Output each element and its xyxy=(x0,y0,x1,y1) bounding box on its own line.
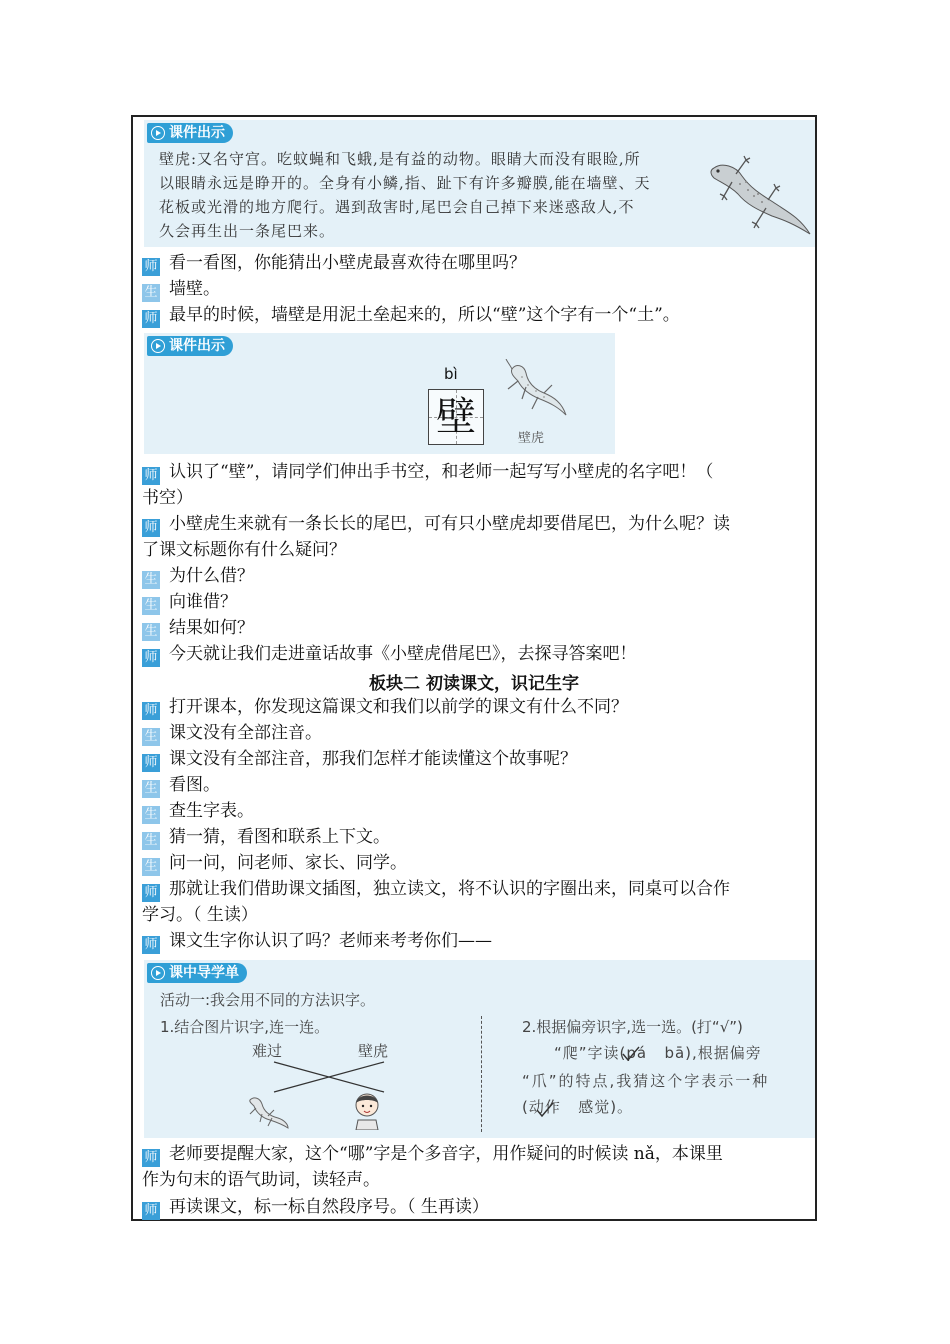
teacher-icon: 师 xyxy=(142,1149,160,1167)
courseware-tag: 课件出示 xyxy=(147,336,233,356)
student-icon: 生 xyxy=(142,780,160,798)
play-icon xyxy=(151,339,165,353)
pinyin-label: bì xyxy=(444,365,458,383)
dialogue-line: 师 今天就让我们走进童话故事《小壁虎借尾巴》，去探寻答案吧！ xyxy=(142,641,801,667)
word-nanguo: 难过 xyxy=(252,1042,283,1060)
study-guide-panel xyxy=(144,960,815,1138)
question-2-line-2: “爪”的特点,我猜这个字表示一种 xyxy=(522,1072,770,1090)
dialogue-line: 师 最早的时候，墙壁是用泥土垒起来的，所以“壁”这个字有一个“土”。 xyxy=(142,302,801,328)
question-1: 1.结合图片识字,连一连。 xyxy=(160,1018,330,1036)
dialogue-line: 师 那就让我们借助课文插图，独立读文，将不认识的字圈出来，同桌可以合作 学习。（ 生读） xyxy=(142,879,730,925)
dialogue-line: 师 小壁虎生来就有一条长长的尾巴，可有只小壁虎却要借尾巴，为什么呢？读 了课文标题你有什么疑问？ xyxy=(142,514,730,560)
play-icon xyxy=(151,126,165,140)
teacher-icon: 师 xyxy=(142,936,160,954)
question-2: 2.根据偏旁识字,选一选。(打“√”) xyxy=(522,1018,743,1036)
option-ba: bā xyxy=(664,1044,686,1062)
dialogue-line: 生 猜一猜，看图和联系上下文。 xyxy=(142,824,801,850)
teacher-icon: 师 xyxy=(142,884,160,902)
checkmark-icon xyxy=(536,1102,554,1118)
checkmark-icon xyxy=(622,1046,640,1062)
gecko-illustration xyxy=(702,148,814,238)
teacher-icon: 师 xyxy=(142,1202,160,1220)
dialogue-line: 生 为什么借？ xyxy=(142,563,801,589)
study-guide-tag: 课中导学单 xyxy=(147,963,247,983)
character-grid xyxy=(428,389,484,445)
option-feeling: 感觉 xyxy=(578,1098,611,1116)
courseware-tag: 课件出示 xyxy=(147,123,233,143)
teacher-icon: 师 xyxy=(142,310,160,328)
section-heading: 板块二 初读课文，识记生字 xyxy=(369,674,579,694)
student-icon: 生 xyxy=(142,623,160,641)
dialogue-line: 生 查生字表。 xyxy=(142,798,801,824)
dialogue-line: 生 墙壁。 xyxy=(142,276,801,302)
teacher-icon: 师 xyxy=(142,754,160,772)
student-icon: 生 xyxy=(142,806,160,824)
question-2-line-1: “爬”字读(pá bā),根据偏旁 xyxy=(554,1044,762,1062)
question-2-line-3: (动作 感觉)。 xyxy=(522,1098,634,1116)
teacher-icon: 师 xyxy=(142,702,160,720)
gecko-description xyxy=(159,147,689,243)
description-line: 壁虎:又名守宫。吃蚊蝇和飞蛾,是有益的动物。眼睛大而没有眼睑,所 xyxy=(159,150,641,168)
activity-title: 活动一:我会用不同的方法识字。 xyxy=(160,991,376,1009)
dialogue-line: 生 课文没有全部注音。 xyxy=(142,720,801,746)
description-line: 久会再生出一条尾巴来。 xyxy=(159,222,336,240)
dialogue-line: 师 课文没有全部注音，那我们怎样才能读懂这个故事呢？ xyxy=(142,746,801,772)
dialogue-line: 生 问一问，问老师、家长、同学。 xyxy=(142,850,801,876)
dialogue-line: 师 打开课本，你发现这篇课文和我们以前学的课文有什么不同？ xyxy=(142,694,801,720)
student-icon: 生 xyxy=(142,858,160,876)
courseware-panel-gecko-info xyxy=(144,120,815,247)
gecko-small-icon xyxy=(244,1094,290,1130)
dialogue-line: 生 向谁借？ xyxy=(142,589,801,615)
character-glyph: 壁 xyxy=(436,394,476,440)
teacher-icon: 师 xyxy=(142,258,160,276)
description-line: 以眼睛永远是睁开的。全身有小鳞,指、趾下有许多瓣膜,能在墙壁、天 xyxy=(159,174,651,192)
gecko-sketch-icon xyxy=(498,359,568,421)
dialogue-line: 生 结果如何？ xyxy=(142,615,801,641)
matching-lines xyxy=(264,1060,394,1094)
dialogue-line: 师 课文生字你认识了吗？老师来考考你们—— xyxy=(142,928,801,954)
dialogue-line: 生 看图。 xyxy=(142,772,801,798)
dialogue-line: 师 老师要提醒大家，这个“哪”字是个多音字，用作疑问的时候读 nǎ，本课里 作为句末的语气助词，读轻声。 xyxy=(142,1144,723,1190)
option-action: 动作 xyxy=(528,1098,561,1116)
option-pa: pá xyxy=(626,1044,648,1062)
play-icon xyxy=(151,966,165,980)
word-bihu: 壁虎 xyxy=(358,1042,389,1060)
teacher-icon: 师 xyxy=(142,467,160,485)
teacher-icon: 师 xyxy=(142,519,160,537)
gecko-caption: 壁虎 xyxy=(518,431,545,446)
student-icon: 生 xyxy=(142,832,160,850)
dialogue-line: 师 看一看图，你能猜出小壁虎最喜欢待在哪里吗？ xyxy=(142,250,801,276)
student-icon: 生 xyxy=(142,728,160,746)
panel-divider xyxy=(481,1016,482,1132)
teacher-icon: 师 xyxy=(142,649,160,667)
lesson-frame xyxy=(131,115,817,1221)
child-face-icon xyxy=(352,1090,382,1130)
dialogue-line: 师 认识了“壁”，请同学们伸出手书空，和老师一起写写小壁虎的名字吧！（ 书空） xyxy=(142,462,714,508)
description-line: 花板或光滑的地方爬行。遇到敌害时,尾巴会自己掉下来迷惑敌人,不 xyxy=(159,198,635,216)
student-icon: 生 xyxy=(142,597,160,615)
student-icon: 生 xyxy=(142,571,160,589)
courseware-panel-character xyxy=(144,333,615,454)
student-icon: 生 xyxy=(142,284,160,302)
dialogue-line: 师 再读课文，标一标自然段序号。（ 生再读） xyxy=(142,1194,801,1220)
